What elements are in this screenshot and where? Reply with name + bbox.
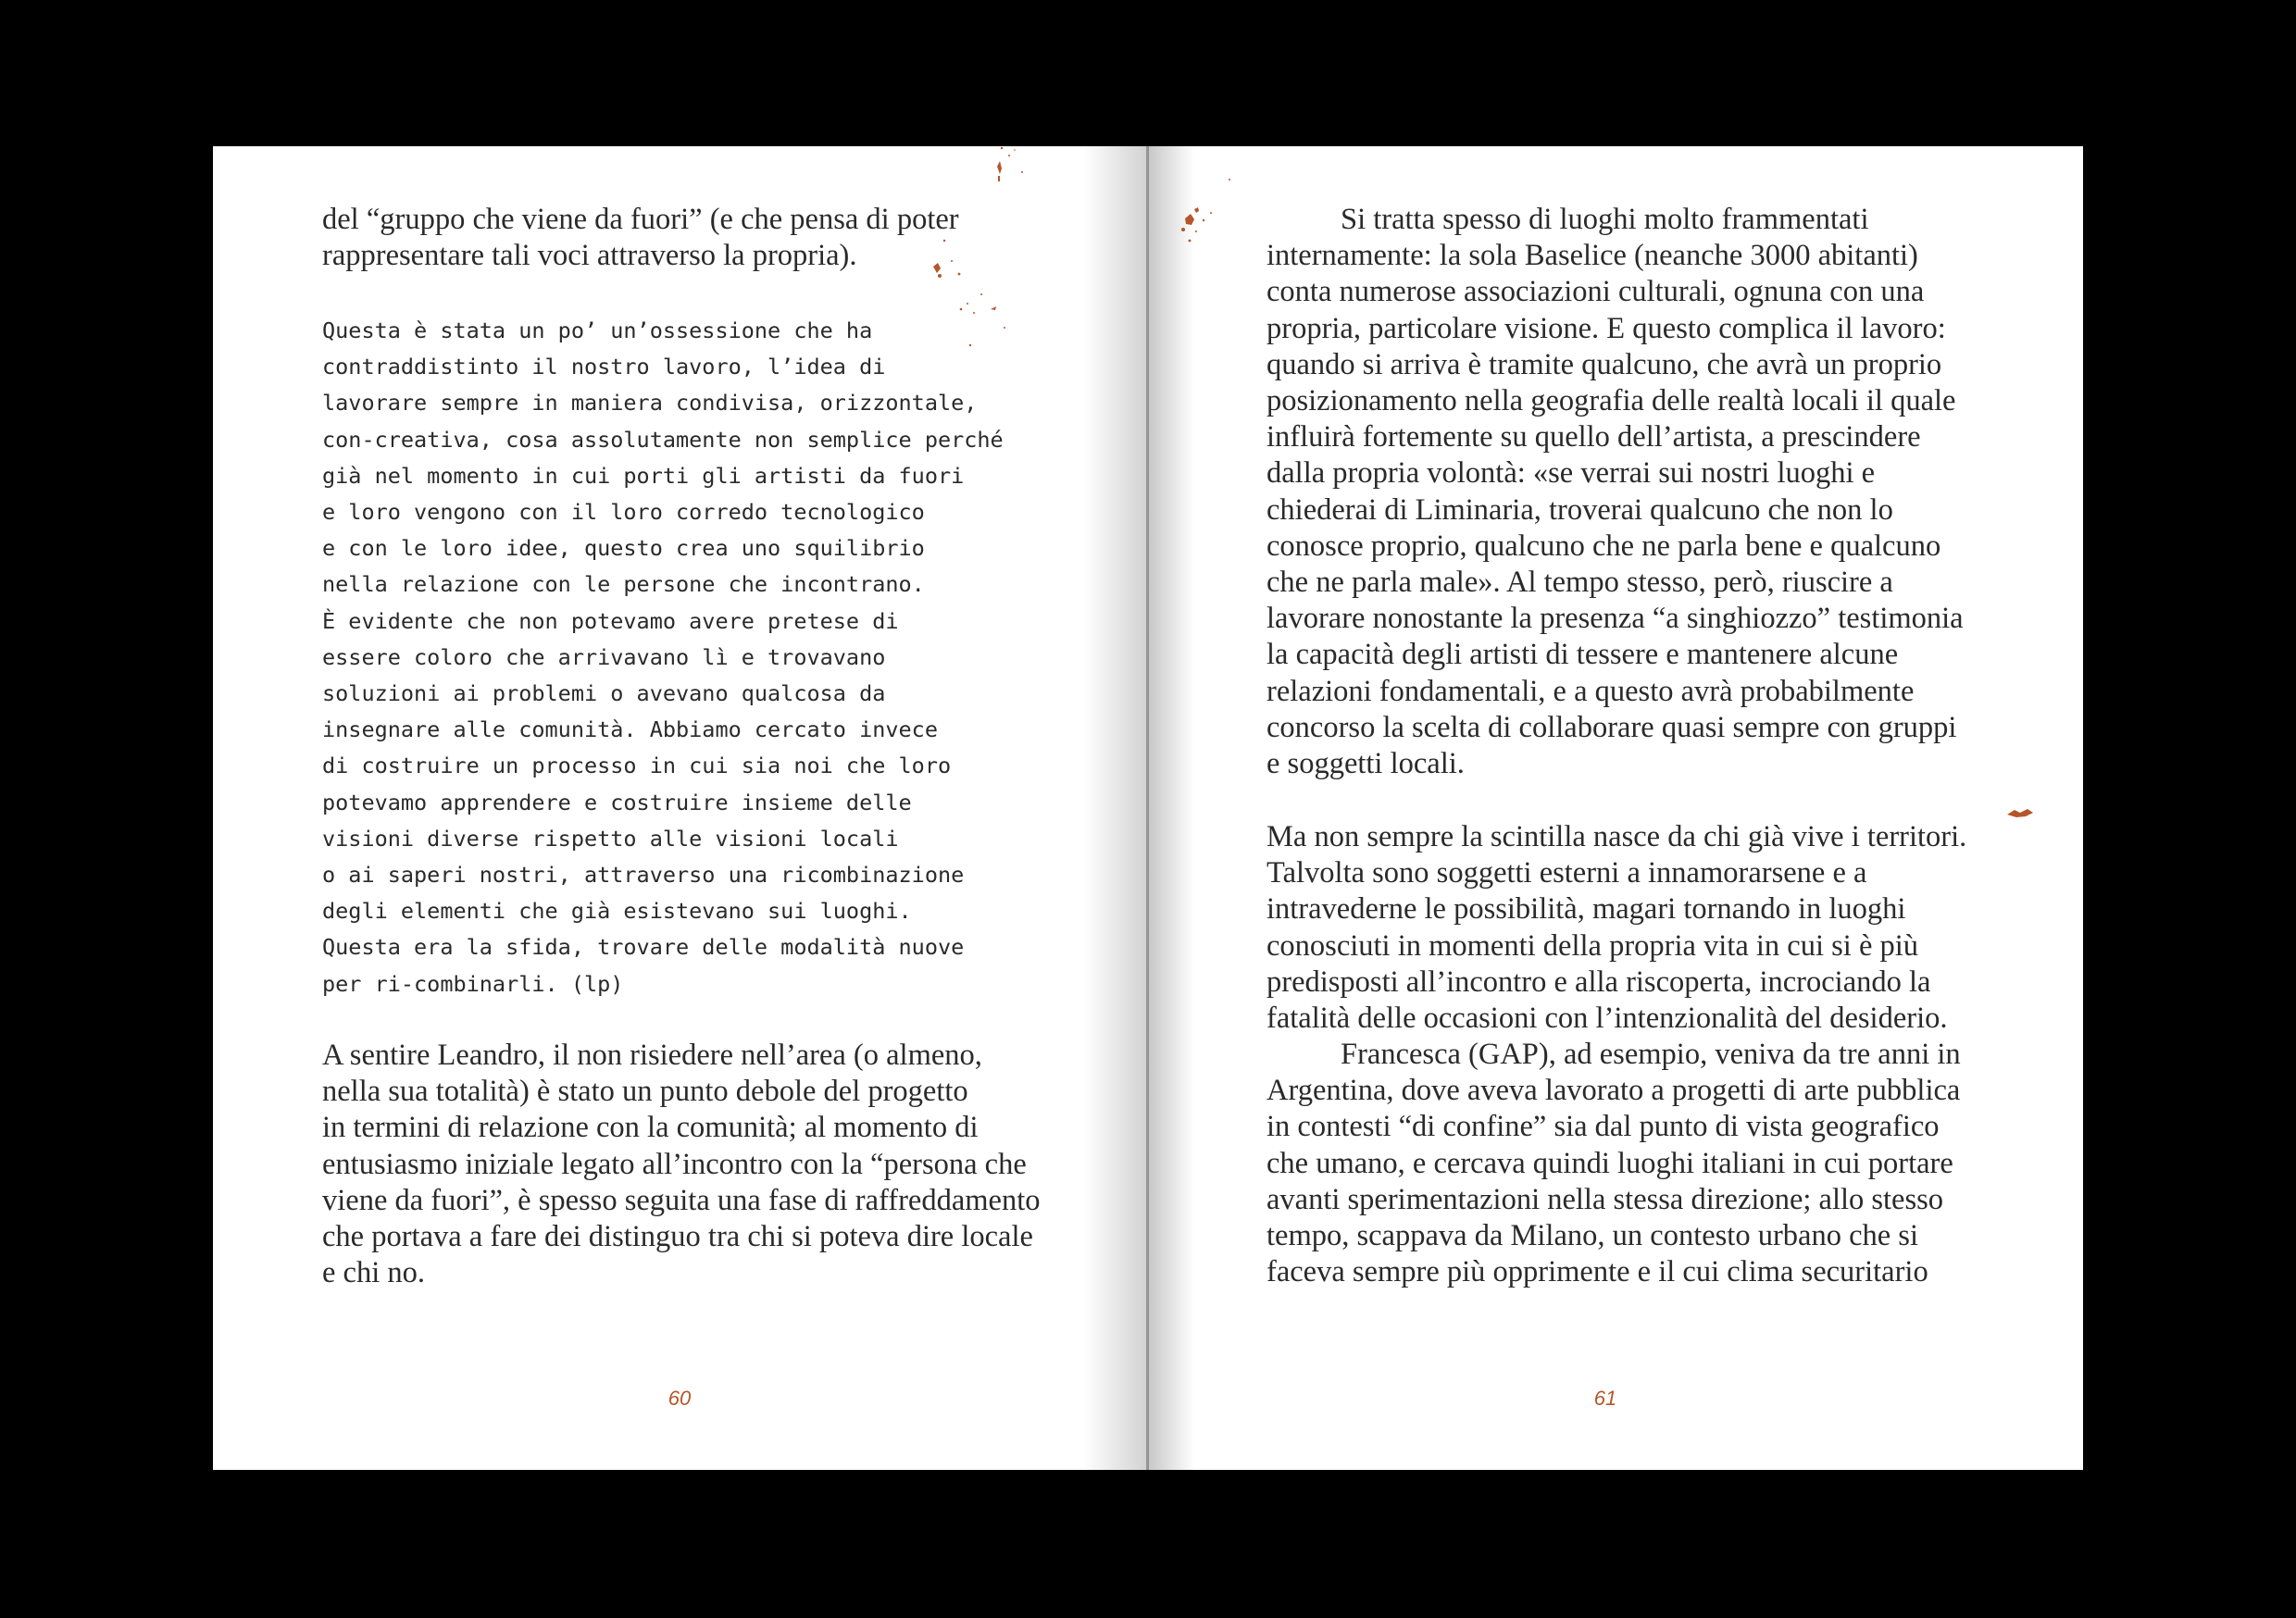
text-line: propria, particolare visione. E questo complica il lavoro: [1267,311,1946,345]
text-line: dalla propria volontà: «se verrai sui nostri luoghi e [1267,456,1876,491]
text-line: quando si arriva è tramite qualcuno, che avrà un proprio [1267,347,1942,381]
quote-line: degli elementi che già esistevano sui luoghi. [322,898,912,925]
quote-line: contraddistinto il nostro lavoro, l’idea di [322,354,886,380]
quote-line: visioni diverse rispetto alle visioni locali [322,825,899,852]
text-line: conta numerose associazioni culturali, ognuna con una [1267,275,1925,309]
text-line: del “gruppo che viene da fuori” (e che pensa di poter [322,203,959,236]
text-line: viene da fuori”, è spesso seguita una fase di raffreddamento [322,1183,1041,1217]
quote-line: o ai saperi nostri, attraverso una ricombinazione [322,862,965,889]
right-paragraph-2 [1267,819,1966,1037]
text-line: che portava a fare dei distinguo tra chi si poteva dire locale [322,1220,1033,1254]
ink-speckle-decoration [2000,794,2055,831]
right-paragraph-1 [1267,202,1964,782]
text-line: internamente: la sola Baselice (neanche 3000 abitanti) [1267,239,1918,273]
text-line: influirà fortemente su quello dell’artista, a prescindere [1267,420,1921,454]
quote-line: di costruire un processo in cui sia noi che loro [322,753,952,779]
left-closing-paragraph [322,1038,1041,1291]
quote-line: già nel momento in cui porti gli artisti da fuori [322,462,965,489]
quote-line: nella relazione con le persone che incontrano. [322,571,925,598]
text-line: tempo, scappava da Milano, un contesto urbano che si [1267,1219,1918,1253]
ink-speckle-decoration [1148,174,1250,257]
text-line: Francesca (GAP), ad esempio, veniva da tre anni in [1341,1038,1961,1071]
text-line: predisposti all’incontro e alla riscoperta, incrociando la [1267,965,1931,999]
quote-line: Questa era la sfida, trovare delle modalità nuove [322,934,965,961]
interview-quote [322,313,1004,1002]
book-gutter [1146,146,1149,1470]
book-spread [213,146,2083,1470]
text-line: Ma non sempre la scintilla nasce da chi già vive i territori. [1267,820,1967,853]
right-page [1148,146,2083,1470]
text-line: la capacità degli artisti di tessere e mantenere alcune [1267,638,1899,672]
text-line: concorso la scelta di collaborare quasi sempre con gruppi [1267,710,1957,744]
text-line: entusiasmo iniziale legato all’incontro con la “persona che [322,1147,1027,1181]
text-line: conosciuti in momenti della propria vita in cui si è più [1267,928,1919,963]
text-line: posizionamento nella geografia delle realtà locali il quale [1267,384,1956,418]
text-line: A sentire Leandro, il non risiedere nell’area (o almeno, [322,1039,982,1072]
text-line: che ne parla male». Al tempo stesso, però, riuscire a [1267,566,1893,600]
text-line: intravederne le possibilità, magari tornando in luoghi [1267,892,1906,927]
text-line: avanti sperimentazioni nella stessa direzione; allo stesso [1267,1182,1944,1216]
quote-line: e loro vengono con il loro corredo tecnologico [322,499,925,526]
text-line: lavorare nonostante la presenza “a singhiozzo” testimonia [1267,602,1964,636]
text-line: conosce proprio, qualcuno che ne parla bene e qualcuno [1267,529,1941,563]
quote-line: e con le loro idee, questo crea uno squilibrio [322,535,925,562]
text-line: e chi no. [322,1256,426,1290]
text-line: Talvolta sono soggetti esterni a innamorarsene e a [1267,856,1867,890]
quote-line: soluzioni ai problemi o avevano qualcosa da [322,680,886,707]
gutter-shadow-right [1148,146,1194,1470]
left-page [213,146,1148,1470]
text-line: e soggetti locali. [1267,747,1465,781]
ink-speckle-decoration [852,146,1148,359]
page-number-right: 61 [1593,1387,1617,1410]
quote-line: essere coloro che arrivavano lì e trovavano [322,643,886,670]
text-line: chiederai di Liminaria, troverai qualcuno che non lo [1267,492,1893,527]
text-line: nella sua totalità) è stato un punto debole del progetto [322,1075,968,1109]
text-line: faceva sempre più opprimente e il cui clima securitario [1267,1255,1928,1289]
text-line: che umano, e cercava quindi luoghi italiani in cui portare [1267,1146,1953,1180]
quote-line: Questa è stata un po’ un’ossessione che ha [322,317,873,343]
text-line: fatalità delle occasioni con l’intenzionalità del desiderio. [1267,1002,1948,1036]
quote-line: per ri-combinarli. (lp) [322,970,624,997]
text-line: in termini di relazione con la comunità; al momento di [322,1111,979,1145]
right-paragraph-3 [1267,1037,1961,1290]
quote-line: lavorare sempre in maniera condivisa, orizzontale, [322,390,978,417]
text-line: Argentina, dove aveva lavorato a progetti di arte pubblica [1267,1074,1961,1108]
quote-line: È evidente che non potevamo avere pretese di [322,607,899,634]
text-line: Si tratta spesso di luoghi molto frammentati [1341,203,1869,236]
text-line: rappresentare tali voci attraverso la propria). [322,239,857,273]
page-number-left: 60 [668,1387,692,1410]
quote-line: insegnare alle comunità. Abbiamo cercato invece [322,716,938,743]
text-line: relazioni fondamentali, e a questo avrà probabilmente [1267,674,1915,708]
text-line: in contesti “di confine” sia dal punto di vista geografico [1267,1110,1940,1144]
quote-line: con-creativa, cosa assolutamente non semplice perché [322,426,1004,453]
quote-line: potevamo apprendere e costruire insieme delle [322,789,912,815]
